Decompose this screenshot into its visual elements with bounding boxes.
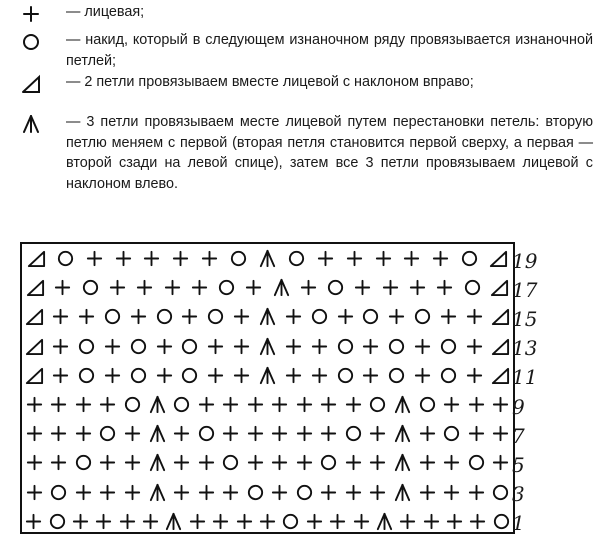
yarn-over-stitch (203, 302, 229, 331)
knit-stitch (131, 273, 158, 302)
knit-stitch (268, 419, 293, 448)
knit-stitch (341, 478, 366, 507)
knit-stitch (292, 419, 317, 448)
yarn-over-stitch (435, 361, 461, 390)
knit-stitch (464, 478, 489, 507)
knitting-chart (20, 242, 515, 534)
k2tog-right-stitch (487, 332, 513, 361)
knit-stitch (96, 478, 121, 507)
yarn-over-stitch (282, 244, 311, 273)
yarn-over-stitch (279, 507, 302, 536)
row-number-label: 15 (512, 306, 538, 331)
knit-stitch (268, 390, 293, 419)
k2tog-right-stitch (487, 302, 513, 331)
knit-stitch (22, 478, 47, 507)
knit-stitch (306, 332, 332, 361)
knit-stitch (109, 244, 138, 273)
yarn-over-stitch (169, 390, 194, 419)
yarn-over-stitch (458, 273, 485, 302)
k3tog-left-stitch (255, 332, 281, 361)
yarn-over-stitch (410, 302, 436, 331)
k3tog-left-stitch (145, 390, 170, 419)
knit-stitch (139, 507, 162, 536)
yarn-over-stitch (292, 478, 317, 507)
knit-stitch (256, 507, 279, 536)
k3tog-left-stitch (390, 419, 415, 448)
yarn-over-stitch (415, 390, 440, 419)
k3tog-left-stitch (145, 419, 170, 448)
knit-stitch (138, 244, 167, 273)
yarn-over-stitch (177, 332, 203, 361)
knit-stitch (71, 478, 96, 507)
knit-stitch (100, 361, 126, 390)
knit-stitch (22, 448, 47, 477)
legend-item-knit (18, 2, 593, 23)
chart-row-7 (22, 419, 513, 448)
knit-stitch (47, 448, 72, 477)
k2tog-right-stitch (22, 361, 48, 390)
yarn-over-stitch (74, 361, 100, 390)
k2tog-right-stitch (22, 273, 49, 302)
knit-stitch (435, 302, 461, 331)
knit-stitch (488, 448, 513, 477)
knit-stitch (415, 419, 440, 448)
knit-stitch (49, 273, 76, 302)
knit-stitch (47, 390, 72, 419)
knit-stitch (194, 448, 219, 477)
knit-stitch (268, 478, 293, 507)
chart-row-17 (22, 273, 513, 302)
chart-row-3 (22, 478, 513, 507)
knit-stitch (169, 419, 194, 448)
knit-stitch (317, 478, 342, 507)
knit-stitch (366, 478, 391, 507)
knit-stitch (218, 390, 243, 419)
knit-stitch (341, 390, 366, 419)
knit-stitch (426, 244, 455, 273)
knit-stitch (96, 390, 121, 419)
knit-stitch (439, 478, 464, 507)
knit-stitch (194, 478, 219, 507)
knit-stitch (229, 302, 255, 331)
knit-stitch (116, 507, 139, 536)
knit-stitch (151, 332, 177, 361)
yarn-over-stitch (243, 478, 268, 507)
chart-row-11 (22, 361, 513, 390)
yarn-over-stitch (100, 302, 126, 331)
knit-stitch (349, 273, 376, 302)
yarn-over-stitch (125, 332, 151, 361)
yarn-over-stitch (120, 390, 145, 419)
yarn-over-stitch (218, 448, 243, 477)
knit-stitch (280, 361, 306, 390)
knit-stitch (203, 361, 229, 390)
legend-text: — 3 петли провязываем месте лицевой путем перестановки петель: вторую петлю меняем с первой (вторая петля становится первой сверху, а первая — второй сзади на левой спице), затем все 3 петли провязываем лицевой с наклоном влево. (66, 114, 593, 192)
yarn-over-stitch (490, 507, 513, 536)
k3tog-left-stitch (390, 390, 415, 419)
chart-row-13 (22, 332, 513, 361)
yarn-over-stitch (177, 361, 203, 390)
yarn-over-stitch (439, 419, 464, 448)
row-number-label: 3 (512, 482, 525, 507)
legend-text: — накид, который в следующем изнаночном ряду провязывается изнаночной петлей; (66, 32, 593, 69)
knit-stitch (96, 448, 121, 477)
knit-stitch (125, 302, 151, 331)
knit-stitch (218, 478, 243, 507)
yarn-over-stitch (151, 302, 177, 331)
knit-stitch (71, 390, 96, 419)
k2tog-right-stitch (487, 361, 513, 390)
knit-stitch (443, 507, 466, 536)
k2tog-right-stitch (484, 244, 513, 273)
yarn-over-stitch (455, 244, 484, 273)
legend-item-yarn-over (18, 30, 593, 71)
knit-stitch (100, 332, 126, 361)
yarn-over-stitch (96, 419, 121, 448)
k3tog-left-stitch (373, 507, 396, 536)
row-number-label: 11 (512, 365, 538, 390)
knit-stitch (341, 448, 366, 477)
knit-stitch (48, 302, 74, 331)
knit-stitch (218, 419, 243, 448)
legend-text: — лицевая; (66, 4, 145, 20)
yarn-over-stitch (358, 302, 384, 331)
knit-stitch (194, 390, 219, 419)
knit-stitch (431, 273, 458, 302)
knit-stitch (317, 390, 342, 419)
knit-stitch (92, 507, 115, 536)
k3tog-left-stitch (145, 478, 170, 507)
legend-item-k2tog-right (18, 72, 593, 93)
knit-stitch (439, 448, 464, 477)
yarn-over-stitch (47, 478, 72, 507)
k3tog-left-stitch (145, 448, 170, 477)
knit-stitch (369, 244, 398, 273)
knit-stitch (340, 244, 369, 273)
k3tog-left-stitch (255, 302, 281, 331)
knit-stitch (461, 361, 487, 390)
knit-stitch (358, 361, 384, 390)
k3tog-left-stitch (390, 478, 415, 507)
knit-stitch (80, 244, 109, 273)
plus-icon (18, 4, 44, 26)
knit-stitch (71, 419, 96, 448)
k2tog-right-stitch (22, 302, 48, 331)
knit-stitch (229, 332, 255, 361)
knit-stitch (306, 361, 332, 390)
knit-stitch (358, 332, 384, 361)
chart-row-15 (22, 302, 513, 331)
yarn-over-stitch (45, 507, 68, 536)
row-number-label: 7 (512, 423, 525, 448)
knit-stitch (22, 419, 47, 448)
knit-stitch (410, 332, 436, 361)
knit-stitch (303, 507, 326, 536)
arrow-up-icon (18, 114, 44, 136)
knit-stitch (366, 419, 391, 448)
yarn-over-stitch (384, 361, 410, 390)
k3tog-left-stitch (268, 273, 295, 302)
knit-stitch (415, 478, 440, 507)
chart-row-1 (22, 507, 513, 536)
knit-stitch (232, 507, 255, 536)
k2tog-right-stitch (22, 332, 48, 361)
knit-stitch (415, 448, 440, 477)
knit-stitch (169, 478, 194, 507)
yarn-over-stitch (464, 448, 489, 477)
knit-stitch (410, 361, 436, 390)
yarn-over-stitch (332, 332, 358, 361)
k2tog-right-stitch (22, 244, 51, 273)
knit-stitch (195, 244, 224, 273)
knit-stitch (292, 390, 317, 419)
knit-stitch (243, 448, 268, 477)
yarn-over-stitch (435, 332, 461, 361)
knit-stitch (48, 332, 74, 361)
knit-stitch (332, 302, 358, 331)
yarn-over-stitch (341, 419, 366, 448)
knit-stitch (22, 507, 45, 536)
knit-stitch (186, 273, 213, 302)
knit-stitch (461, 302, 487, 331)
knit-stitch (464, 419, 489, 448)
legend-text: — 2 петли провязываем вместе лицевой с наклоном вправо; (66, 74, 474, 90)
row-number-label: 1 (512, 511, 525, 536)
knit-stitch (169, 448, 194, 477)
knit-stitch (488, 419, 513, 448)
knit-stitch (158, 273, 185, 302)
yarn-over-stitch (306, 302, 332, 331)
knit-stitch (120, 419, 145, 448)
knit-stitch (349, 507, 372, 536)
yarn-over-stitch (74, 332, 100, 361)
yarn-over-stitch (366, 390, 391, 419)
yarn-over-stitch (317, 448, 342, 477)
triangle-right-icon (18, 74, 44, 96)
knit-stitch (396, 507, 419, 536)
knit-stitch (295, 273, 322, 302)
knit-stitch (47, 419, 72, 448)
knit-stitch (104, 273, 131, 302)
yarn-over-stitch (488, 478, 513, 507)
yarn-over-stitch (224, 244, 253, 273)
knit-stitch (397, 244, 426, 273)
chart-row-5 (22, 448, 513, 477)
chart-row-19 (22, 244, 513, 273)
yarn-over-stitch (213, 273, 240, 302)
yarn-over-stitch (332, 361, 358, 390)
k3tog-left-stitch (162, 507, 185, 536)
knit-stitch (461, 332, 487, 361)
row-number-label: 9 (512, 394, 525, 419)
legend-item-k3tog-left (18, 112, 593, 194)
knit-stitch (292, 448, 317, 477)
knitting-chart-wrapper (20, 242, 515, 534)
knit-stitch (311, 244, 340, 273)
knit-stitch (404, 273, 431, 302)
knit-stitch (203, 332, 229, 361)
knit-stitch (464, 390, 489, 419)
yarn-over-stitch (194, 419, 219, 448)
knit-stitch (22, 390, 47, 419)
knit-stitch (74, 302, 100, 331)
knit-stitch (48, 361, 74, 390)
knit-stitch (186, 507, 209, 536)
yarn-over-stitch (77, 273, 104, 302)
knit-stitch (384, 302, 410, 331)
knit-stitch (120, 448, 145, 477)
yarn-over-stitch (125, 361, 151, 390)
knit-stitch (466, 507, 489, 536)
yarn-over-stitch (71, 448, 96, 477)
yarn-over-stitch (322, 273, 349, 302)
k3tog-left-stitch (253, 244, 282, 273)
knit-stitch (488, 390, 513, 419)
yarn-over-stitch (384, 332, 410, 361)
knit-stitch (268, 448, 293, 477)
knit-stitch (209, 507, 232, 536)
k3tog-left-stitch (390, 448, 415, 477)
k2tog-right-stitch (486, 273, 513, 302)
knit-stitch (69, 507, 92, 536)
k3tog-left-stitch (255, 361, 281, 390)
row-number-label: 13 (512, 336, 538, 361)
knit-stitch (280, 302, 306, 331)
knit-stitch (229, 361, 255, 390)
row-number-label: 5 (512, 452, 525, 477)
row-number-label: 17 (512, 277, 538, 302)
knit-stitch (419, 507, 442, 536)
knit-stitch (243, 390, 268, 419)
knit-stitch (151, 361, 177, 390)
knit-stitch (243, 419, 268, 448)
circle-icon (18, 32, 44, 54)
knit-stitch (120, 478, 145, 507)
knit-stitch (377, 273, 404, 302)
knit-stitch (280, 332, 306, 361)
knit-stitch (317, 419, 342, 448)
knit-stitch (439, 390, 464, 419)
knit-stitch (166, 244, 195, 273)
knit-stitch (326, 507, 349, 536)
knit-stitch (240, 273, 267, 302)
yarn-over-stitch (51, 244, 80, 273)
row-number-label: 19 (512, 248, 538, 273)
knit-stitch (366, 448, 391, 477)
chart-row-9 (22, 390, 513, 419)
knit-stitch (177, 302, 203, 331)
